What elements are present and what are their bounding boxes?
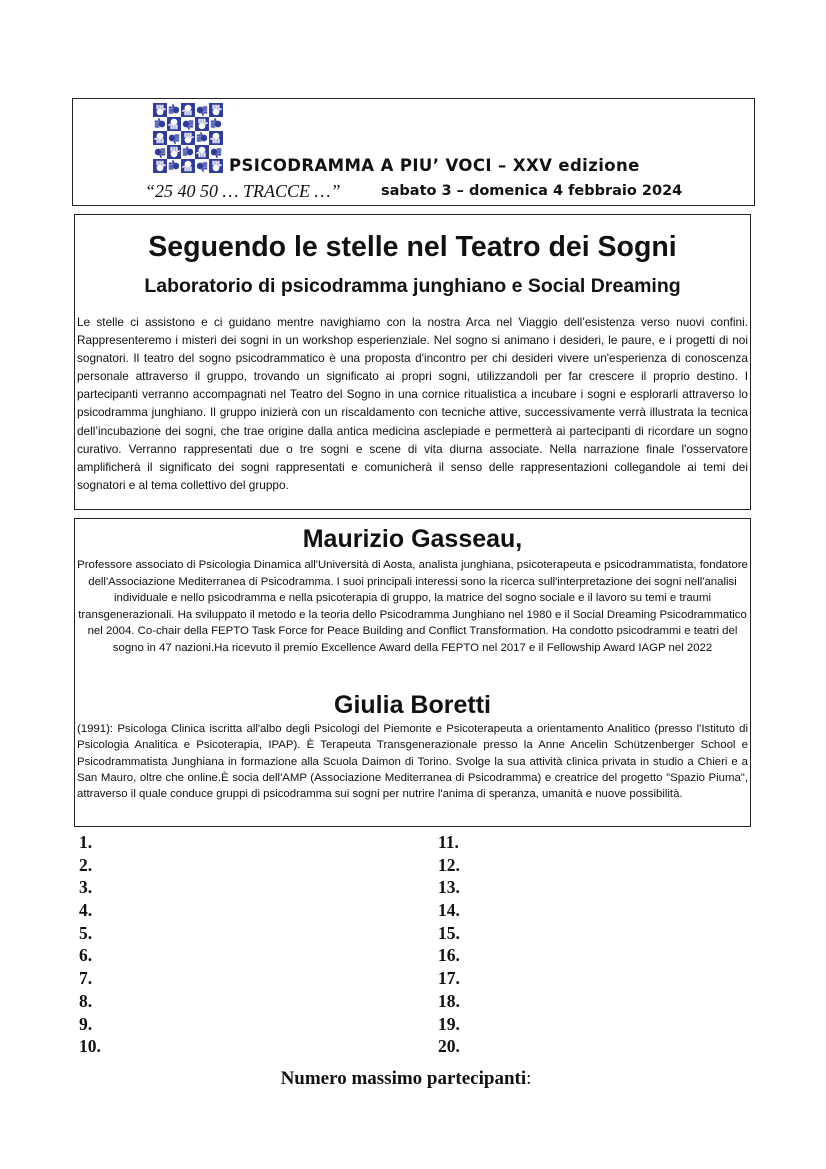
presenters-section xyxy=(74,518,751,827)
participant-slot: 14. xyxy=(438,900,460,921)
max-participants-label: Numero massimo partecipanti xyxy=(280,1068,527,1089)
participant-slot: 10. xyxy=(79,1036,101,1057)
presenter-name: Maurizio Gasseau, xyxy=(302,525,523,553)
participant-slot: 8. xyxy=(79,990,93,1011)
max-participants-colon: : xyxy=(526,1068,532,1089)
participant-slot: 20. xyxy=(438,1036,460,1057)
participant-list-right xyxy=(438,831,460,1058)
event-header xyxy=(72,98,755,206)
event-dates: sabato 3 – domenica 4 febbraio 2024 xyxy=(381,183,683,199)
participant-slot: 4. xyxy=(79,900,93,921)
max-participants-line xyxy=(0,1068,826,1090)
workshop-subtitle: Laboratorio di psicodramma junghiano e Social Dreaming xyxy=(144,275,681,297)
hands-checkerboard-logo-icon xyxy=(153,103,223,173)
workshop-description: Le stelle ci assistono e ci guidano mentre navighiamo con la nostra Arca nel Viaggio dell’esistenza verso nuovi confini. Rappresenteremo i misteri dei sogni in un workshop esperienziale. Nel sogno si animano i desideri, le paure, e i progetti di noi sognatori. Il teatro del sogno psicodrammatico è una proposta d'incontro per chi desideri vivere un'esperienza di conoscenza personale attraverso il gruppo, trovando un significato ai propri sogni, utilizzandoli per far crescere il proprio destino. I partecipanti verranno accompagnati nel Teatro del Sogno in una cornice ritualistica a incubare i sogni e esplorarli attraverso lo psicodramma junghiano. Il gruppo inizierà con un riscaldamento con tecniche attive, successivamente verrà illustrata la tecnica dell’incubazione dei sogni, che trae origine dalla antica medicina asclepiade e permetterà ai partecipanti di ricordare un sogno curativo. Verranno rappresentati due o tre sogni e scene di vita diurna associate. Nella narrazione finale l'osservatore amplificherà il significato dei sogni rappresentati e comunicherà il senso delle rappresentazioni collegandole ai temi dei sognatori e al tema collettivo del gruppo. xyxy=(77,315,748,492)
event-title: PSICODRAMMA A PIU’ VOCI – XXV edizione xyxy=(229,156,640,175)
participant-slot: 7. xyxy=(79,968,93,989)
workshop-title: Seguendo le stelle nel Teatro dei Sogni xyxy=(148,231,677,263)
participant-slot: 12. xyxy=(438,854,460,875)
participant-slot: 15. xyxy=(438,922,460,943)
participant-slot: 3. xyxy=(79,877,93,898)
participant-list-left xyxy=(79,831,101,1058)
participant-slot: 13. xyxy=(438,877,460,898)
participant-slot: 2. xyxy=(79,854,93,875)
participant-slot: 17. xyxy=(438,968,460,989)
event-tagline: “25 40 50 … TRACCE …” xyxy=(145,181,341,201)
participant-slot: 6. xyxy=(79,945,93,966)
presenter-bio: (1991): Psicologa Clinica iscritta all'albo degli Psicologi del Piemonte e Psicoterapeuta a orientamento Analitico (presso l'Istituto di Psicologia Analitica e Psicoterapia, IPAP). È Terapeuta Transgenerazionale presso la Anne Ancelin Schützenberger School e Psicodrammatista Junghiana in formazione alla Scuola Daimon di Torino. Svolge la sua attività clinica privata in studio a Chieri e a San Mauro, oltre che online.È socia dell'AMP (Associazione Mediterranea di Psicodramma) e creatrice del progetto "Spazio Piuma", attraverso il quale conduce gruppi di psicodramma sui sogni per nutrire l'anima di speranza, umanità e nuove possibilità. xyxy=(77,723,748,801)
participant-slot: 1. xyxy=(79,832,93,852)
presenter-name: Giulia Boretti xyxy=(334,691,491,719)
participant-slot: 16. xyxy=(438,945,460,966)
participant-slot: 5. xyxy=(79,922,93,943)
participant-slot: 11. xyxy=(438,832,459,852)
participant-slot: 19. xyxy=(438,1013,460,1034)
presenter-bio: Professore associato di Psicologia Dinamica all'Università di Aosta, analista junghiana, psicoterapeuta e psicodrammatista, fondatore dell'Associazione Mediterranea di Psicodramma. I suoi principali interessi sono la ricerca sull'interpretazione dei sogni nell'analisi individuale e nello psicodramma e nella psicoterapia di gruppo, la matrice del sogno sociale e il lavoro su temi e traumi transgenerazionali. Ha sviluppato il metodo e la teoria dello Psicodramma Junghiano nel 1980 e il Social Dreaming Psicodrammatico nel 2004. Co-chair della FEPTO Task Force for Peace Building and Conflict Transformation. Ha condotto psicodrammi e teatri del sogno in 47 nazioni.Ha ricevuto il premio Excellence Award della FEPTO nel 2017 e il Fellowship Award IAGP nel 2022 xyxy=(77,559,748,654)
participant-slot: 9. xyxy=(79,1013,93,1034)
participant-slot: 18. xyxy=(438,990,460,1011)
workshop-section xyxy=(74,214,751,510)
